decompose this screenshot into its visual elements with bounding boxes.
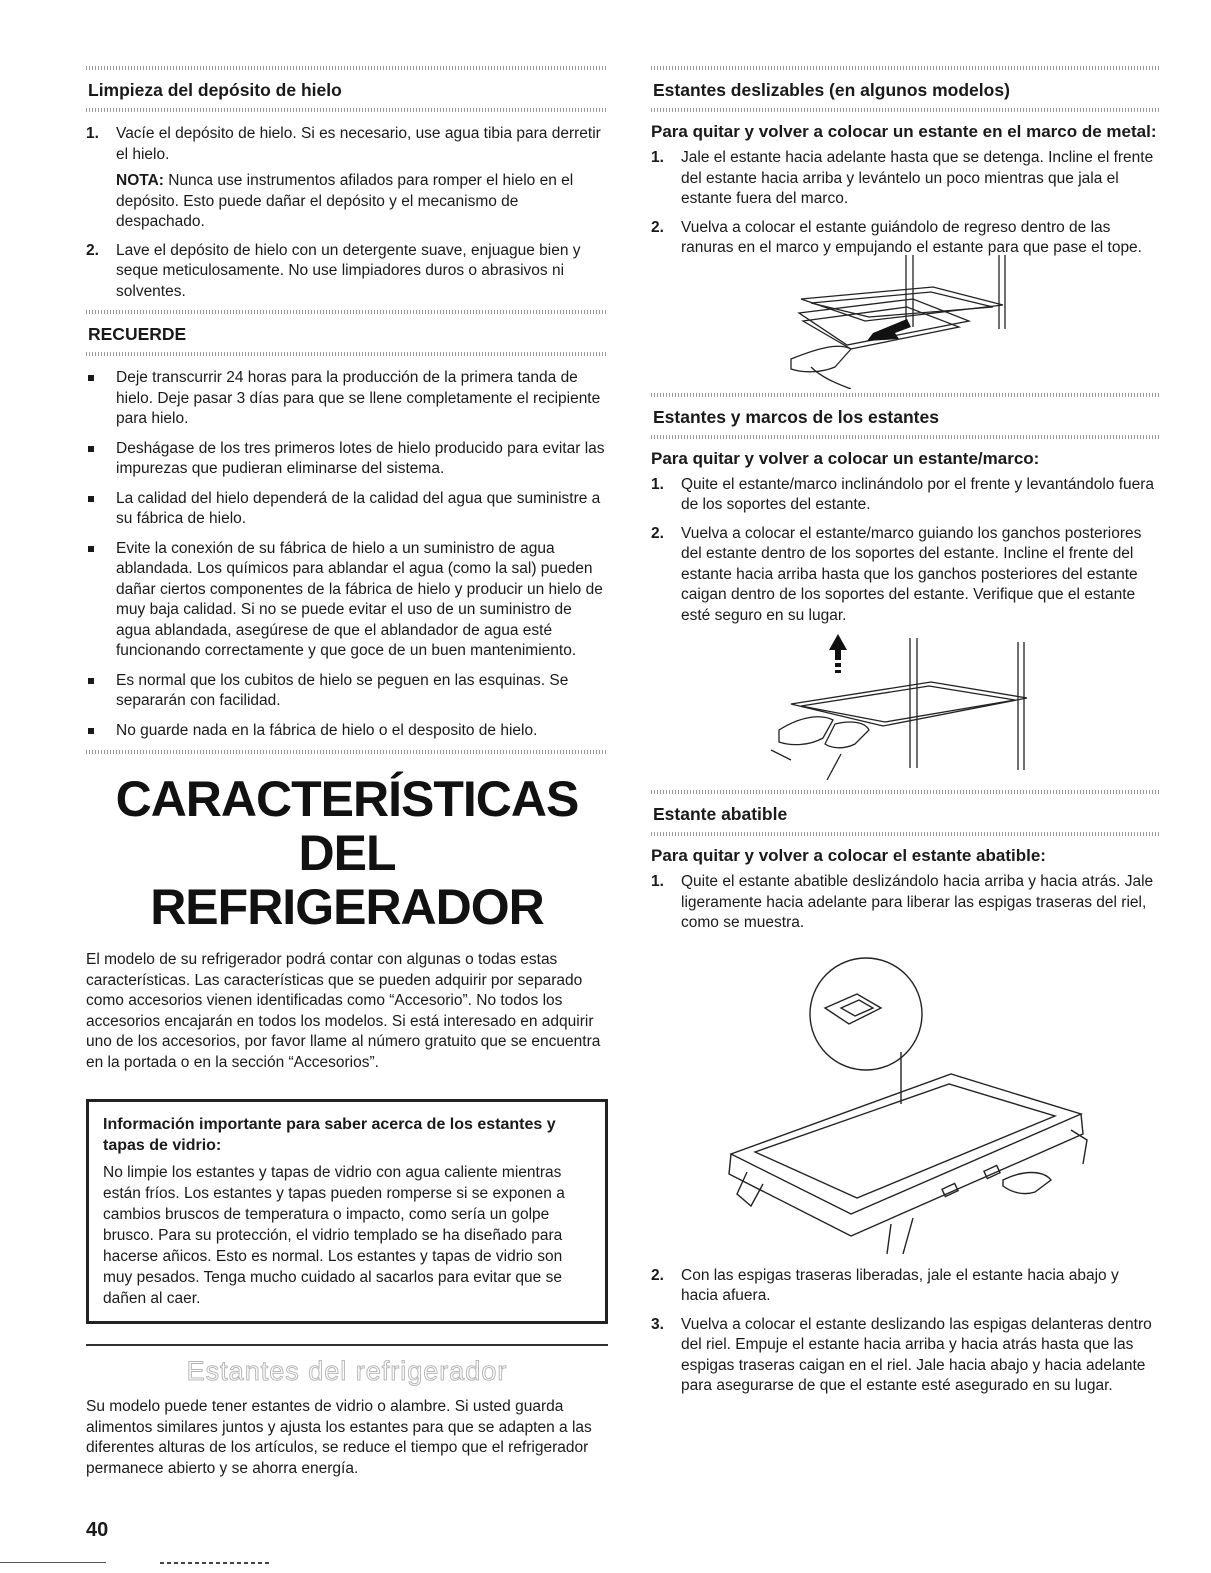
footer-rule — [0, 1562, 106, 1563]
shelves-body: Su modelo puede tener estantes de vidrio o alambre. Si usted guarda alimentos similares juntos y ajusta los estantes para que se adapten a las diferentes alturas de los artículos, se reduce el tiempo que el refrigerador permanece abierto y se ahorra energía. — [86, 1398, 592, 1477]
ice-bin-section-header — [86, 66, 608, 112]
bullet-icon — [88, 678, 94, 684]
sliding-steps — [651, 148, 1159, 259]
sliding-shelf-drawing — [651, 249, 1159, 389]
list-item: Evite la conexión de su fábrica de hielo a un suministro de agua ablandada. Los químicos para ablandar el agua (como la sal) pueden dañar ciertos componentes de la fábrica de hielo y producir un hielo de muy baja calidad. Si no se puede evitar el uso de un suministro de agua ablandada, asegúrese de que el ablandador de agua esté funcionando correctamente y que goce de un buen mantenimiento. — [86, 539, 608, 662]
frames-section-header — [651, 393, 1159, 439]
tilt-shelf-drawing — [651, 954, 1159, 1254]
right-column — [651, 66, 1159, 1405]
list-item: Deje transcurrir 24 horas para la producción de la primera tanda de hielo. Deje pasar 3 días para que se llene completamente el recipiente para hielo. — [86, 368, 608, 430]
list-item: 2. Vuelva a colocar el estante/marco guiando los ganchos posteriores del estante dentro de los soportes del estante. Incline el frente del estante hacia arriba hasta que los ganchos posteriores del estante caigan dentro de los soportes del estante. Verifique que el estante esté seguro en su lugar. — [651, 524, 1142, 624]
bullet-icon — [88, 496, 94, 502]
list-item: 2. Vuelva a colocar el estante guiándolo de regreso dentro de las ranuras en el marco y empujando el estante para que pase el tope. — [651, 218, 1142, 256]
page-number: 40 — [86, 1519, 109, 1541]
list-item: 1. Quite el estante/marco inclinándolo por el frente y levantándolo fuera de los soportes del estante. — [651, 475, 1155, 513]
note: NOTA: Nunca use instrumentos afilados para romper el hielo en el depósito. Esto puede dañar el depósito y el mecanismo de despachado. — [116, 172, 574, 230]
frames-steps — [651, 475, 1159, 627]
shelf-frame-illustration — [651, 634, 1159, 782]
shelves-heading: Estantes del refrigerador — [186, 1356, 508, 1386]
left-column — [86, 66, 608, 1479]
divider — [86, 1344, 608, 1346]
frames-heading: Estantes y marcos de los estantes — [653, 406, 939, 427]
frames-subheading: Para quitar y volver a colocar un estante/marco: — [651, 448, 1040, 468]
list-item: La calidad del hielo dependerá de la calidad del agua que suministre a su fábrica de hielo. — [86, 489, 608, 530]
tilt-subheading: Para quitar y volver a colocar el estante abatible: — [651, 846, 1046, 865]
bullet-icon — [88, 375, 94, 381]
divider — [86, 750, 608, 754]
bullet-icon — [88, 446, 94, 452]
features-intro: El modelo de su refrigerador podrá contar con algunas o todas estas características. Las características que se pueden adquirir por separado como accesorios vienen identificadas como “Accesorio”. No todos los accesorios encajarán en todos los modelos. Si está interesado en adquirir uno de los accesorios, por favor llame al número gratuito que se encuentra en la portada o en la sección “Accesorios”. — [86, 951, 601, 1071]
tilt-steps-part2 — [651, 1266, 1159, 1397]
glass-shelves-info-box — [86, 1099, 608, 1324]
list-item: 1. Quite el estante abatible deslizándolo hacia arriba y hacia atrás. Jale ligeramente hacia adelante para liberar las espigas traseras del riel, como se muestra. — [651, 873, 1154, 931]
list-item: 2. Lave el depósito de hielo con un detergente suave, enjuague bien y seque meticulosamente. No use limpiadores duros o abrasivos ni solventes. — [86, 241, 581, 300]
tilt-section-header — [651, 790, 1159, 836]
tilt-heading: Estante abatible — [653, 804, 788, 824]
list-item: Es normal que los cubitos de hielo se peguen en las esquinas. Se separarán con facilidad. — [86, 671, 608, 712]
list-item: 2. Con las espigas traseras liberadas, jale el estante hacia abajo y hacia afuera. — [651, 1266, 1119, 1304]
features-title: CARACTERÍSTICAS DEL REFRIGERADOR — [115, 771, 579, 935]
tilt-steps-part1 — [651, 872, 1159, 934]
bullet-icon — [88, 546, 94, 552]
tilt-shelf-illustration — [651, 954, 1159, 1254]
ice-bin-heading: Limpieza del depósito de hielo — [88, 80, 342, 100]
ice-bin-steps — [86, 124, 608, 302]
sliding-shelf-illustration — [651, 249, 1159, 389]
info-box-body: No limpie los estantes y tapas de vidrio con agua caliente mientras están fríos. Los estantes y tapas pueden romperse si se exponen a cambios bruscos de temperatura o impacto, como sería un golpe brusco. Para su protección, el vidrio templado se ha diseñado para hacerse añicos. Esto es normal. Los estantes y tapas de vidrio son muy pesados. Tenga mucho cuidado al sacarlos para evitar que se dañen al caer. — [103, 1164, 565, 1307]
bullet-icon — [88, 728, 94, 734]
shelf-frame-drawing — [651, 634, 1159, 782]
remember-bullets — [86, 368, 608, 741]
footer-dashes — [160, 1562, 270, 1564]
sliding-section-header — [651, 66, 1159, 112]
list-item: 3. Vuelva a colocar el estante deslizando las espigas delanteras dentro del riel. Empuje el estante hacia arriba y hacia atrás hasta que las espigas traseras caigan en el riel. Jale hacia abajo y hacia adelante para asegurarse de que el estante esté asegurado en su lugar. — [651, 1315, 1152, 1394]
info-box-heading: Información importante para saber acerca de los estantes y tapas de vidrio: — [103, 1116, 556, 1154]
list-item: Deshágase de los tres primeros lotes de hielo producido para evitar las impurezas que pudieran eliminarse del sistema. — [86, 439, 608, 480]
list-item: 1. Vacíe el depósito de hielo. Si es necesario, use agua tibia para derretir el hielo. NOTA: Nunca use instrumentos afilados para romper el hielo en el depósito. Esto puede dañar el depósito y el mecanismo de despachado. — [86, 124, 608, 233]
sliding-subheading: Para quitar y volver a colocar un estante en el marco de metal: — [651, 122, 1157, 141]
remember-section-header — [86, 310, 608, 356]
list-item: No guarde nada en la fábrica de hielo o el desposito de hielo. — [86, 721, 608, 742]
list-item: 1. Jale el estante hacia adelante hasta que se detenga. Incline el frente del estante hacia arriba y levántelo un poco mientras que jala el estante fuera del marco. — [651, 149, 1154, 207]
sliding-heading: Estantes deslizables (en algunos modelos) — [653, 80, 1010, 100]
remember-heading: RECUERDE — [88, 324, 187, 344]
